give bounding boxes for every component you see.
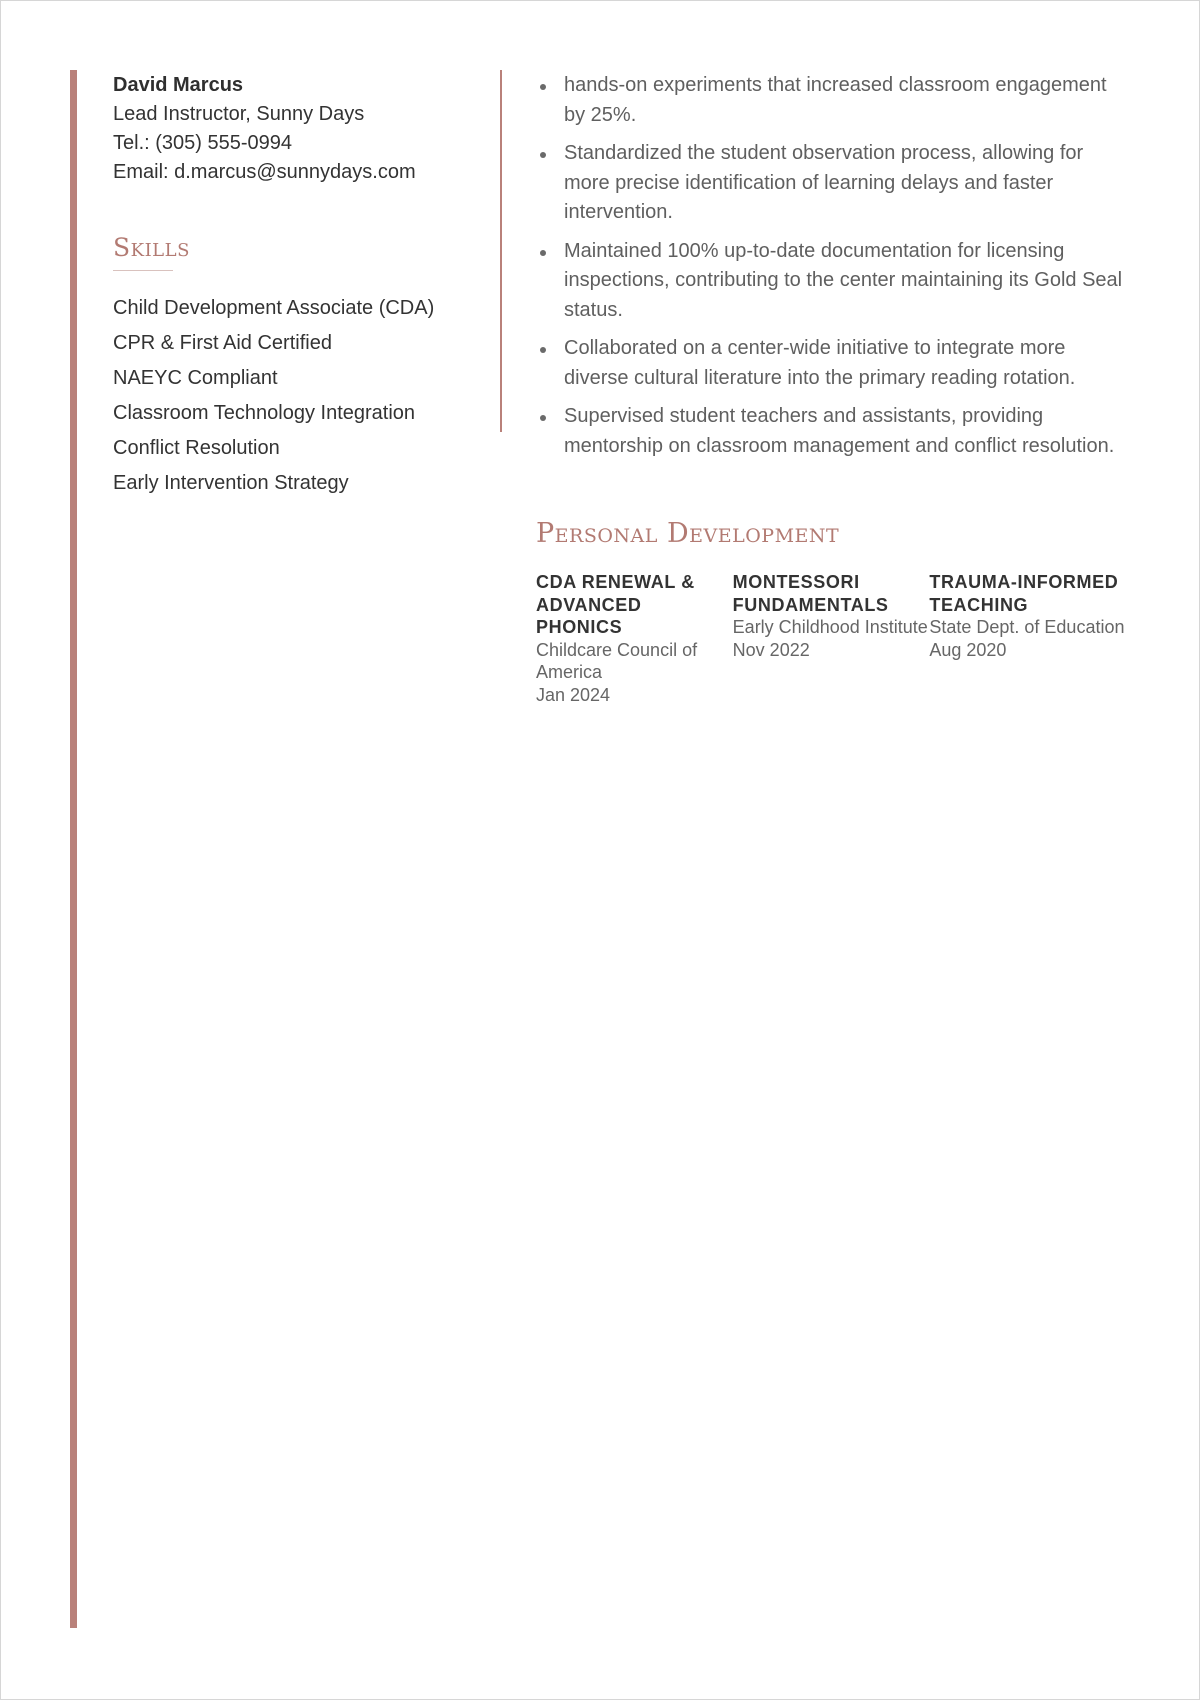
- skill-item: Classroom Technology Integration: [113, 402, 416, 424]
- bullet-dot-icon: [540, 415, 546, 421]
- experience-bullet: [536, 334, 1126, 393]
- course-date: Aug 2020: [929, 639, 1007, 660]
- experience-bullet-text: Standardized the student observation process, allowing for more precise identification of learning delays and faster intervention.: [564, 142, 1084, 223]
- contact-name: David Marcus: [113, 74, 244, 96]
- bullet-dot-icon: [540, 152, 546, 158]
- contact-block: [113, 71, 483, 187]
- skills-list: [113, 291, 483, 501]
- bullet-dot-icon: [540, 250, 546, 256]
- course-date: Jan 2024: [536, 684, 611, 705]
- experience-bullet: [536, 402, 1126, 461]
- contact-email: Email: d.marcus@sunnydays.com: [113, 161, 416, 183]
- personal-development-heading: Personal Development: [536, 518, 840, 549]
- course-title: MONTESSORI FUNDAMENTALS: [732, 572, 889, 615]
- skill-item: Early Intervention Strategy: [113, 472, 349, 494]
- course-item: [929, 571, 1126, 706]
- course-organization: Early Childhood Institute: [732, 617, 928, 637]
- experience-bullet-text: hands-on experiments that increased classroom engagement by 25%.: [564, 74, 1107, 126]
- skills-heading: Skills: [113, 233, 190, 262]
- right-column: [536, 71, 1126, 706]
- accent-bar: [70, 70, 77, 1628]
- contact-title: Lead Instructor, Sunny Days: [113, 103, 365, 125]
- course-organization: Childcare Council of America: [536, 639, 698, 682]
- skill-item: Conflict Resolution: [113, 437, 280, 459]
- course-item: [733, 571, 930, 706]
- skill-item: CPR & First Aid Certified: [113, 332, 332, 354]
- left-column: [113, 71, 483, 501]
- course-date: Nov 2022: [732, 639, 810, 660]
- experience-bullet-list: [536, 71, 1126, 461]
- experience-bullet-text: Maintained 100% up-to-date documentation for licensing inspections, contributing to the center maintaining its Gold Seal status.: [564, 239, 1123, 321]
- personal-development-grid: [536, 571, 1126, 706]
- experience-bullet-text: Collaborated on a center-wide initiative to integrate more diverse cultural literature into the primary reading rotation.: [564, 337, 1076, 389]
- course-title: TRAUMA-INFORMED TEACHING: [929, 572, 1119, 615]
- skills-heading-rule: [113, 270, 173, 271]
- bullet-dot-icon: [540, 84, 546, 90]
- experience-bullet: [536, 237, 1126, 326]
- column-divider: [500, 70, 502, 432]
- course-organization: State Dept. of Education: [929, 617, 1125, 637]
- experience-bullet: [536, 71, 1126, 130]
- skill-item: Child Development Associate (CDA): [113, 297, 435, 319]
- skill-item: NAEYC Compliant: [113, 367, 278, 389]
- experience-bullet: [536, 139, 1126, 228]
- course-title: CDA RENEWAL & ADVANCED PHONICS: [536, 572, 695, 637]
- contact-phone: Tel.: (305) 555-0994: [113, 132, 293, 154]
- course-item: [536, 571, 733, 706]
- experience-bullet-text: Supervised student teachers and assistants, providing mentorship on classroom management and conflict resolution.: [564, 405, 1115, 457]
- bullet-dot-icon: [540, 347, 546, 353]
